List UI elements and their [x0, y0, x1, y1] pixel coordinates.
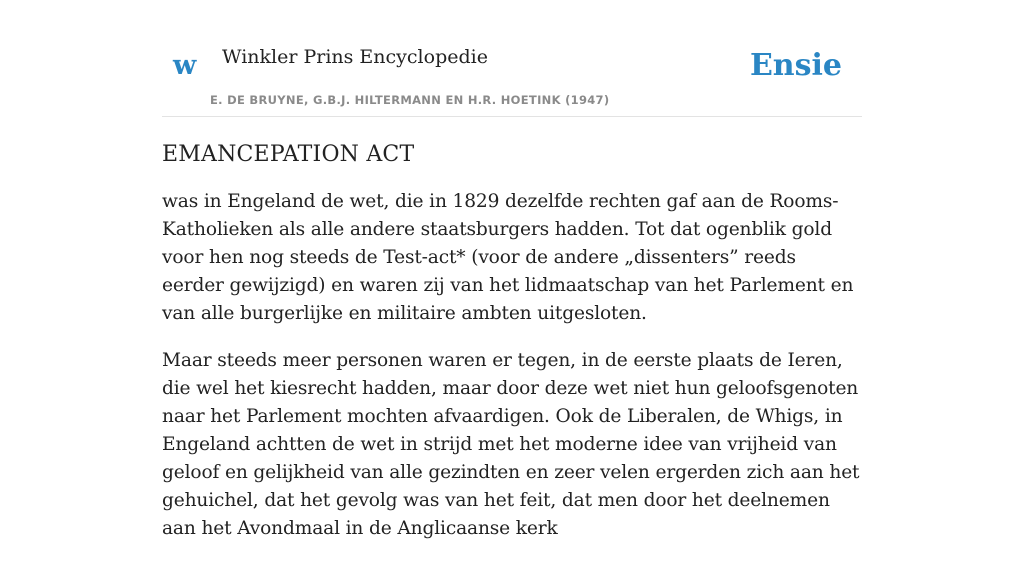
article — [162, 140, 862, 562]
winkler-prins-logo[interactable]: w — [173, 50, 197, 81]
article-paragraph: was in Engeland de wet, die in 1829 dezelfde rechten gaf aan de Rooms-Katholieken als alle andere staatsburgers hadden. Tot dat ogenblik gold voor hen nog steeds de Test-act* (voor de andere „dissenters” reeds eerder gewijzigd) en waren zij van het lidmaatschap van het Parlement en van alle burgerlijke en militaire ambten uitgesloten. — [162, 191, 854, 324]
article-title: EMANCEPATION ACT — [162, 142, 415, 167]
ensie-brand-link[interactable]: Ensie — [749, 48, 842, 83]
article-paragraph: Maar steeds meer personen waren er tegen, in de eerste plaats de Ieren, die wel het kiesrecht hadden, maar door deze wet niet hun geloofsgenoten naar het Parlement mochten afvaardigen. Ook de Liberalen, de Whigs, in Engeland achtten de wet in strijd met het moderne idee van vrijheid van geloof en gelijkheid van alle gezindten en zeer velen ergerden zich aan het gehuichel, dat het gevolg was van het feit, dat men door het deelnemen aan het Avondmaal in de Anglicaanse kerk — [162, 350, 860, 539]
site-title[interactable]: Winkler Prins Encyclopedie — [222, 46, 488, 68]
site-header — [162, 0, 862, 117]
site-subtitle: E. DE BRUYNE, G.B.J. HILTERMANN EN H.R. HOETINK (1947) — [210, 93, 610, 107]
